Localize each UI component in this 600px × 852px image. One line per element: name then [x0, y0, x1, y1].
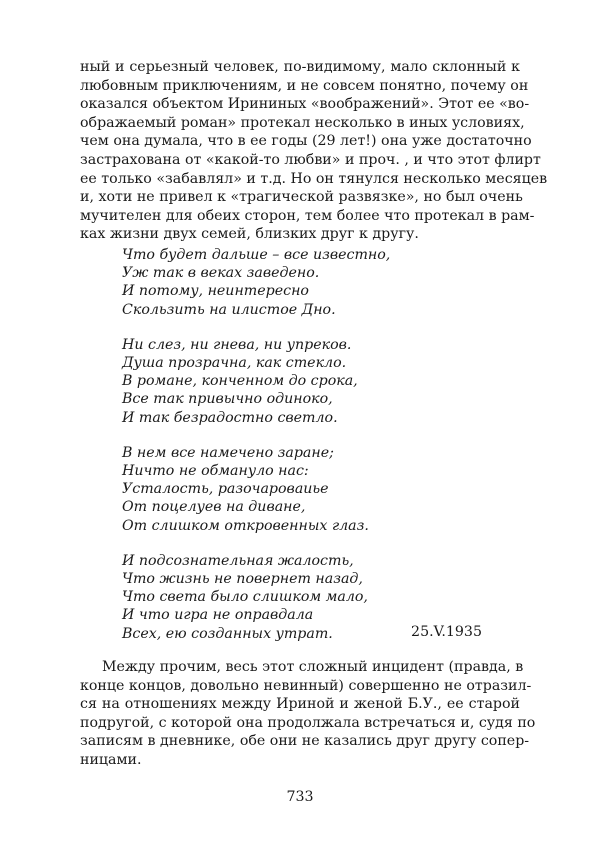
poem-date: 25.V.1935	[411, 624, 482, 640]
text-line: застрахована от «какой-то любви» и проч. , и что этот флирт	[80, 151, 541, 168]
text-line: и, хоти не привел к «трагической развязке», но был очень	[80, 189, 523, 206]
poem-stanza	[122, 246, 482, 319]
poem-line: Душа прозрачна, как стекло.	[122, 355, 347, 372]
text-line: чем она думала, что в ее годы (29 лет!) она уже достаточно	[80, 133, 532, 150]
poem-line: И подсознательная жалость,	[122, 552, 354, 569]
text-line: оказался объектом Ирининых «воображений». Этот ее «во-	[80, 96, 530, 113]
text-line: ный и серьезный человек, по-видимому, мало склонный к	[80, 59, 520, 75]
poem-line: Что жизнь не повернет назад,	[122, 571, 363, 588]
poem	[122, 246, 482, 660]
paragraph-top	[80, 58, 548, 244]
poem-stanza	[122, 444, 482, 535]
text-line: мучителен для обеих сторон, тем более что протекал в рам-	[80, 207, 535, 224]
text-line: ображаемый роман» протекал несколько в иных условиях,	[80, 114, 525, 131]
poem-line: Уж так в веках заведено.	[122, 265, 320, 282]
poem-line: В нем все намечено заране;	[122, 444, 334, 461]
poem-line: Все так привычно одиноко,	[122, 391, 333, 408]
page-number: 733	[286, 789, 314, 805]
poem-line: И что игра не оправдала	[122, 607, 314, 624]
poem-line: Ничто не обмануло нас:	[122, 463, 309, 480]
poem-line: От слишком откровенных глаз.	[122, 517, 369, 534]
poem-line: Ни слез, ни гнева, ни упреков.	[122, 336, 352, 353]
poem-line: Усталость, разочароваиье	[122, 481, 329, 498]
text-line: ее только «забавлял» и т.д. Но он тянулся несколько месяцев	[80, 170, 548, 187]
poem-line: Скользить на илистое Дно.	[122, 301, 336, 318]
poem-line: В романе, конченном до срока,	[122, 373, 358, 390]
text-line: ся на отношениях между Ириной и женой Б.У., ее старой	[80, 696, 520, 713]
text-line: записям в дневнике, обе они не казались друг другу сопер-	[80, 733, 530, 750]
paragraph-bottom	[80, 658, 536, 770]
poem-line: Что света было слишком мало,	[122, 589, 368, 606]
text-line: конце концов, довольно невинный) совершенно не отразил-	[80, 677, 532, 694]
text-line: подругой, с которой она продолжала встречаться и, судя по	[80, 714, 536, 731]
poem-line: И так безрадостно светло.	[122, 409, 338, 426]
text-line: ницами.	[80, 751, 142, 768]
poem-stanza	[122, 336, 482, 427]
poem-line: От поцелуев на диване,	[122, 499, 306, 516]
poem-line: Что будет дальше – все известно,	[122, 247, 391, 263]
poem-line: Всех, ею созданных утрат.	[122, 625, 333, 642]
poem-line: И потому, неинтересно	[122, 283, 309, 300]
text-line: любовным приключениям, и не совсем понятно, почему он	[80, 77, 529, 94]
text-line: ках жизни двух семей, близких друг к другу.	[80, 226, 419, 243]
text-line: Между прочим, весь этот сложный инцидент (правда, в	[102, 659, 524, 675]
